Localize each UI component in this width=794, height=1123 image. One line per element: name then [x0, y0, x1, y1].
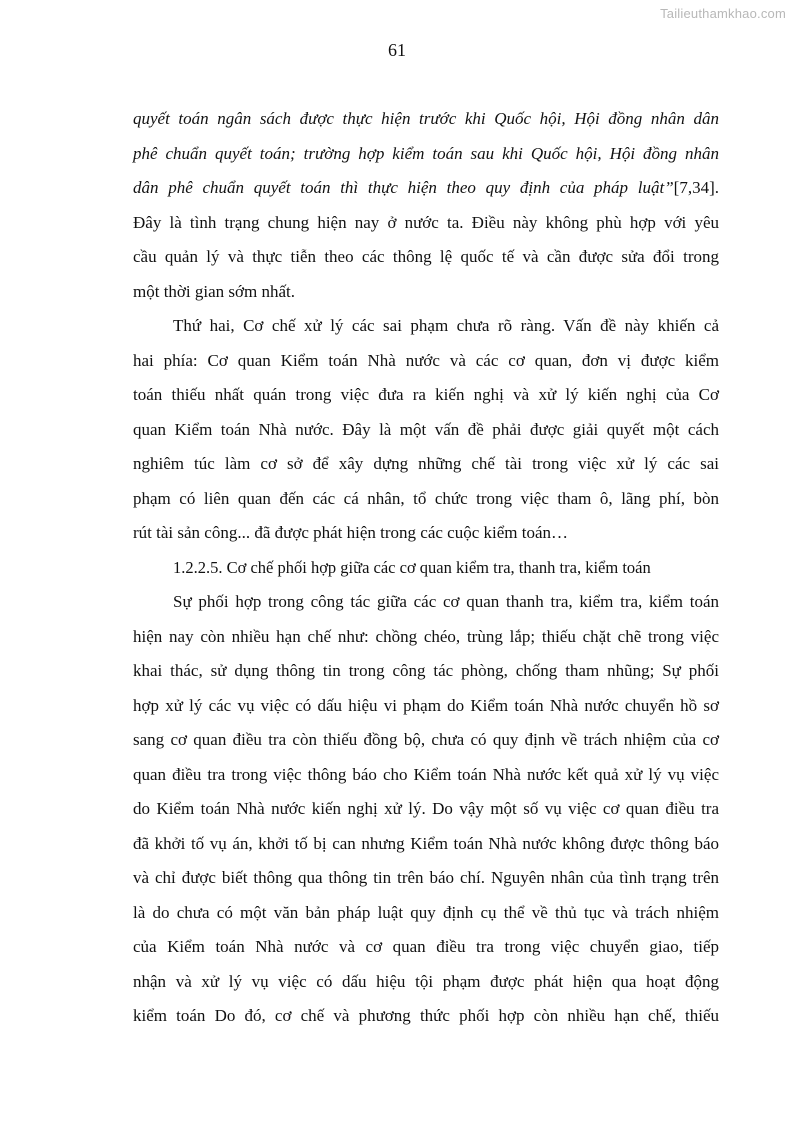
text-line [133, 482, 719, 517]
body-text [133, 102, 719, 1034]
section-heading [133, 551, 719, 586]
line-text: hiện nay còn nhiều hạn chế như: chồng chéo, trùng lắp; thiếu chặt chẽ trong việc [133, 626, 719, 646]
line-text: nghiêm túc làm cơ sở để xây dựng những chế tài trong việc xử lý các sai [133, 454, 719, 473]
text-line [133, 620, 719, 655]
line-text: [7,34]. [673, 178, 719, 197]
text-line [133, 689, 719, 724]
text-line [133, 758, 719, 793]
line-text: cầu quản lý và thực tiễn theo các thông lệ quốc tế và cần được sửa đổi trong [133, 247, 719, 266]
line-text: nhận và xử lý vụ việc có dấu hiệu tội phạm được phát hiện qua hoạt động [133, 971, 719, 991]
line-text: của Kiểm toán Nhà nước và cơ quan điều tra trong việc chuyển giao, tiếp [133, 937, 719, 956]
text-line [133, 137, 719, 172]
quote-text: phê chuẩn quyết toán; trường hợp kiểm toán sau khi Quốc hội, Hội đồng nhân [133, 143, 719, 163]
line-text: kiểm toán Do đó, cơ chế và phương thức phối hợp còn nhiều hạn chế, thiếu [133, 1006, 719, 1025]
text-line [133, 309, 719, 344]
line-text: sang cơ quan điều tra còn thiếu đồng bộ, chưa có quy định về trách nhiệm của cơ [133, 730, 719, 749]
line-text: rút tài sản công... đã được phát hiện trong các cuộc kiểm toán… [133, 523, 569, 542]
line-text: là do chưa có một văn bản pháp luật quy định cụ thể về thủ tục và trách nhiệm [133, 902, 719, 922]
text-line [133, 896, 719, 931]
line-text: đã khởi tố vụ án, khởi tố bị can nhưng Kiểm toán Nhà nước không được thông báo [133, 833, 719, 853]
text-line [133, 378, 719, 413]
line-text: hai phía: Cơ quan Kiểm toán Nhà nước và các cơ quan, đơn vị được kiểm [133, 350, 719, 370]
line-text: khai thác, sử dụng thông tin trong công tác phòng, chống tham nhũng; Sự phối [133, 661, 719, 680]
text-line [133, 792, 719, 827]
text-line [133, 999, 719, 1034]
line-text: 1.2.2.5. Cơ chế phối hợp giữa các cơ quan kiểm tra, thanh tra, kiểm toán [173, 557, 651, 577]
line-text: quan Kiểm toán Nhà nước. Đây là một vấn đề phải được giải quyết một cách [133, 419, 719, 439]
line-text: và chỉ được biết thông qua thông tin trên báo chí. Nguyên nhân của tình trạng trên [133, 868, 719, 887]
text-line [133, 723, 719, 758]
text-line [133, 102, 719, 137]
line-text: hợp xử lý các vụ việc có dấu hiệu vi phạm do Kiểm toán Nhà nước chuyển hồ sơ [133, 695, 719, 715]
line-text: Đây là tình trạng chung hiện nay ở nước ta. Điều này không phù hợp với yêu [133, 212, 719, 232]
quote-text: quyết toán ngân sách được thực hiện trước khi Quốc hội, Hội đồng nhân dân [133, 109, 719, 128]
line-text: do Kiểm toán Nhà nước kiến nghị xử lý. Do vậy một số vụ việc cơ quan điều tra [133, 799, 719, 818]
text-line [133, 171, 719, 206]
line-text: phạm có liên quan đến các cá nhân, tổ chức trong việc tham ô, lãng phí, bòn [133, 488, 719, 508]
text-line [133, 930, 719, 965]
text-line [133, 827, 719, 862]
text-line [133, 240, 719, 275]
text-line [133, 447, 719, 482]
text-line [133, 516, 719, 551]
text-line [133, 861, 719, 896]
page-number: 61 [388, 40, 406, 60]
text-line [133, 206, 719, 241]
text-line [133, 344, 719, 379]
line-text: toán thiếu nhất quán trong việc đưa ra kiến nghị và xử lý kiến nghị của Cơ [133, 385, 719, 404]
line-text: Sự phối hợp trong công tác giữa các cơ quan thanh tra, kiểm tra, kiểm toán [173, 592, 719, 611]
text-line [133, 965, 719, 1000]
line-text: quan điều tra trong việc thông báo cho Kiểm toán Nhà nước kết quả xử lý vụ việc [133, 764, 719, 784]
line-text: Thứ hai, Cơ chế xử lý các sai phạm chưa rõ ràng. Vấn đề này khiến cả [173, 316, 719, 335]
text-line [133, 275, 719, 310]
watermark: Tailieuthamkhao.com [660, 6, 786, 21]
quote-text: dân phê chuẩn quyết toán thì thực hiện theo quy định của pháp luật” [133, 178, 674, 197]
text-line [133, 654, 719, 689]
line-text: một thời gian sớm nhất. [133, 281, 295, 301]
text-line [133, 585, 719, 620]
text-line [133, 413, 719, 448]
